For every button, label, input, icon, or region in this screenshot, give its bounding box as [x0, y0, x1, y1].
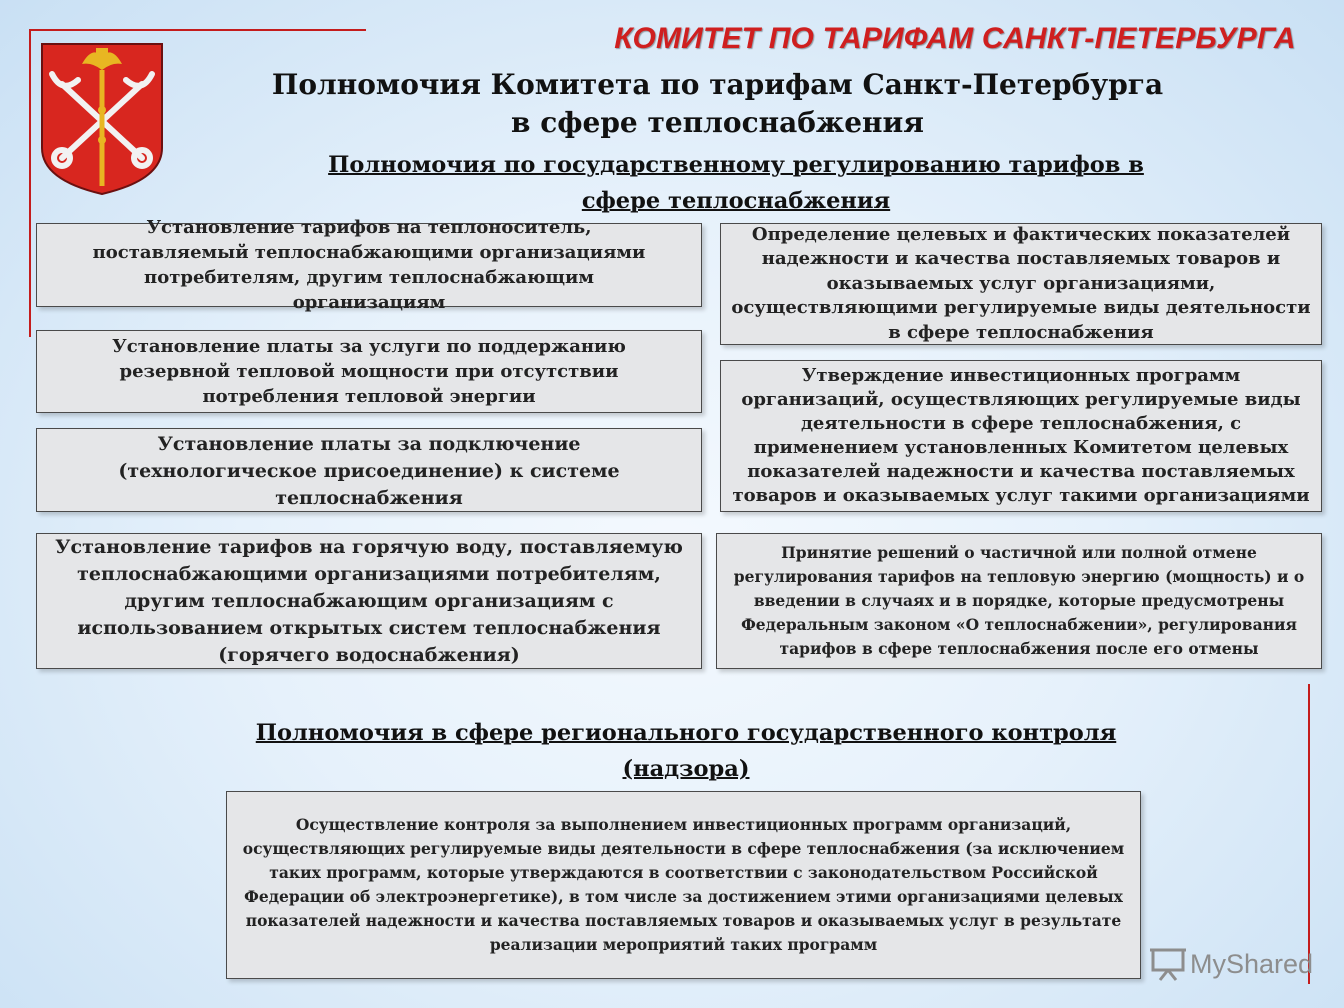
presentation-board-icon	[1150, 947, 1186, 981]
section2-title-line2: (надзора)	[622, 756, 750, 782]
box-reserve-capacity	[36, 330, 702, 413]
section1-title-line2: сфере теплоснабжения	[581, 188, 891, 214]
watermark	[1150, 944, 1320, 984]
box-coolant-tariffs	[36, 217, 702, 313]
page-title	[230, 66, 1205, 142]
box-reliability-indicators-text: Определение целевых и фактических показателей надежности и качества поставляемых товаров и оказываемых услуг организациями, осуществляющими регулируемые виды деятельности в сфере теплоснабжения	[731, 223, 1311, 343]
box-coolant-tariffs-text: Установление тарифов на теплоноситель, поставляемый теплоснабжающими организациями потребителям, другим теплоснабжающим организациям	[92, 217, 646, 313]
box-investment-programs-text: Утверждение инвестиционных программ организаций, осуществляющих регулируемые виды деятельности в сфере теплоснабжения, с применением установленных Комитетом целевых показателей надежности и качества поставляемых товаров и оказываемых услуг такими организациями	[732, 365, 1310, 506]
box-investment-control	[226, 791, 1141, 979]
section-title-regional-control	[180, 714, 1192, 788]
box-connection-fee-text: Установление платы за подключение (технологическое присоединение) к системе теплоснабжения	[118, 433, 620, 509]
frame-line-left	[29, 29, 31, 337]
page-title-line2: в сфере теплоснабжения	[511, 106, 924, 139]
box-connection-fee	[36, 428, 702, 512]
box-tariff-deregulation	[716, 533, 1322, 669]
coat-of-arms-icon	[38, 40, 166, 196]
box-hot-water-tariffs	[36, 533, 702, 669]
section-title-tariff-regulation	[240, 146, 1232, 220]
box-investment-programs	[720, 360, 1322, 512]
frame-line-top	[30, 29, 366, 31]
page-title-line1: Полномочия Комитета по тарифам Санкт-Петербурга	[271, 68, 1164, 101]
watermark-text: MyShared	[1190, 948, 1314, 979]
box-hot-water-tariffs-text: Установление тарифов на горячую воду, поставляемую теплоснабжающими организациями потребителям, другим теплоснабжающим организациям с использованием открытых систем теплоснабжения (горячего водоснабжения)	[55, 535, 683, 666]
frame-line-right	[1308, 684, 1310, 984]
section2-title-line1: Полномочия в сфере регионального государственного контроля	[255, 720, 1117, 746]
box-reserve-capacity-text: Установление платы за услуги по поддержанию резервной тепловой мощности при отсутствии потребления тепловой энергии	[112, 336, 626, 407]
box-investment-control-text: Осуществление контроля за выполнением инвестиционных программ организаций, осуществляющих регулируемые виды деятельности в сфере теплоснабжения (за исключением таких программ, которые утверждаются в соответствии с законодательством Российской Федерации об электроэнергетике), в том числе за достижением этими организациями целевых показателей надежности и качества поставляемых товаров и оказываемых услуг в результате реализации мероприятий таких программ	[242, 815, 1125, 954]
box-tariff-deregulation-text: Принятие решений о частичной или полной отмене регулирования тарифов на тепловую энергию (мощность) и о введении в случаях и в порядке, которые предусмотрены Федеральным законом «О теплоснабжении», регулирования тарифов в сфере теплоснабжения после его отмены	[733, 543, 1305, 658]
organization-title: КОМИТЕТ ПО ТАРИФАМ САНКТ-ПЕТЕРБУРГА	[614, 22, 1296, 55]
box-reliability-indicators	[720, 223, 1322, 345]
section1-title-line1: Полномочия по государственному регулированию тарифов в	[328, 152, 1144, 178]
